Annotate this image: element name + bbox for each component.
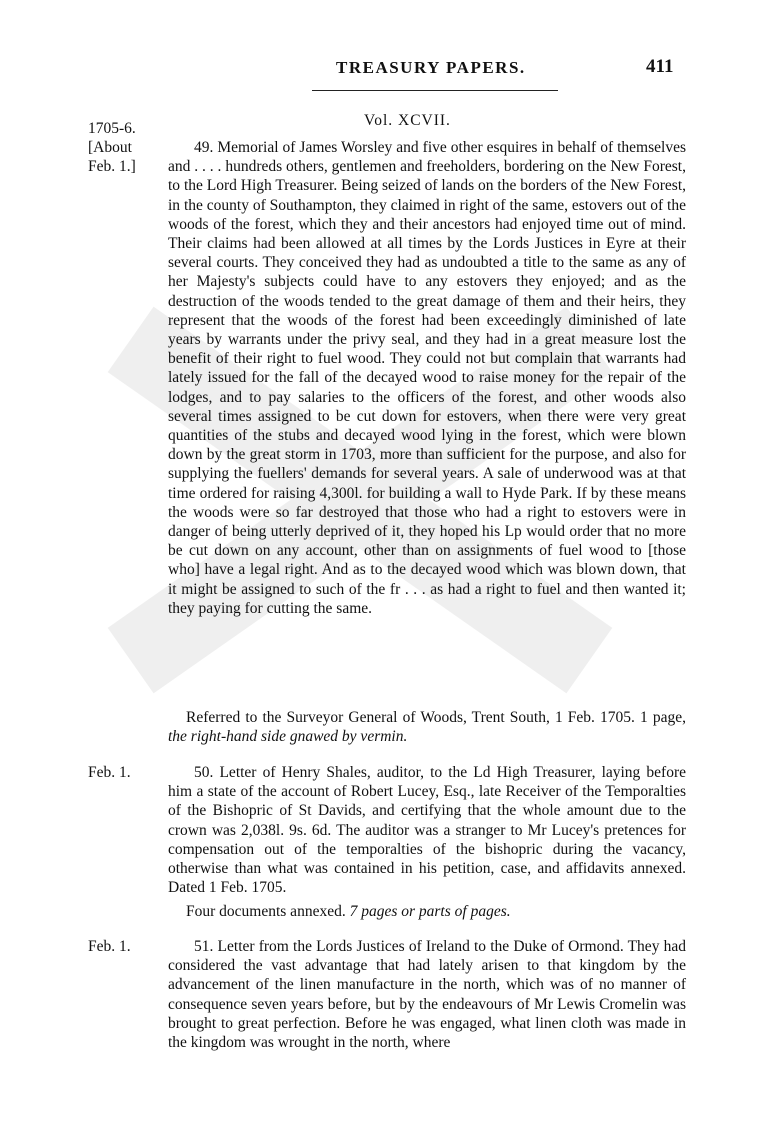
margin-date-49a: [About [88, 139, 132, 156]
entry-50-note-text: Four documents annexed. [186, 903, 350, 920]
entry-49-note-text: Referred to the Surveyor General of Woods, Trent South, 1 Feb. 1705. 1 page, [186, 709, 686, 726]
entry-49-note-italic: the right-hand side gnawed by vermin. [168, 728, 408, 746]
margin-date-50: Feb. 1. [88, 764, 131, 781]
volume-heading: Vol. XCVII. [364, 112, 451, 129]
entry-51 [168, 937, 686, 1052]
running-head [0, 58, 768, 88]
margin-year: 1705-6. [88, 120, 136, 137]
entry-50 [168, 763, 686, 897]
entry-50-note [168, 902, 686, 921]
header-rule [312, 90, 558, 91]
entry-50-note-italic: 7 pages or parts of pages. [349, 903, 511, 920]
page-number: 411 [646, 56, 674, 77]
entry-50-body: 50. Letter of Henry Shales, auditor, to the Ld High Treasurer, laying before him a state of the account of Robert Lucey, Esq., late Receiver of the Temporalties of the Bishopric of St Davids, and certifying that the whole amount due to the crown was 2,038l. 9s. 6d. The auditor was a stranger to Mr Lucey's pretences for compensation out of the temporalties of the bishopric during the vacancy, otherwise than what was contained in his petition, case, and affidavits annexed. Dated 1 Feb. 1705. [168, 764, 686, 897]
entry-49-note [168, 708, 686, 746]
margin-date-51: Feb. 1. [88, 938, 131, 955]
margin-date-49b: Feb. 1.] [88, 158, 136, 175]
entry-49 [168, 138, 686, 618]
entry-51-body: 51. Letter from the Lords Justices of Ireland to the Duke of Ormond. They had considered the vast advantage that had lately arisen to that kingdom by the advancement of the linen manufacture in the north, which was of no manner of consequence seven years before, but by the endeavours of Mr Lewis Cromelin was brought to great perfection. Before he was engaged, what linen cloth was made in the kingdom was wrought in the north, where [168, 938, 686, 1052]
running-title: TREASURY PAPERS. [336, 58, 526, 77]
entry-49-body: 49. Memorial of James Worsley and five other esquires in behalf of themselves and . . . . hundreds others, gentlemen and freeholders, bordering on the New Forest, to the Lord High Treasurer. Being seized of lands on the borders of the New Forest, in the county of Southampton, they claimed in right of the same, estovers out of the woods of the forest, which they and their ancestors had enjoyed time out of mind. Their claims had been allowed at all times by the Lords Justices in Eyre at their several courts. They conceived they had as undoubted a title to the same as any of her Majesty's subjects could have to any estovers they enjoyed; and as the destruction of the woods tended to the great damage of them and their heirs, they represent that the woods of the forest had been exceedingly diminished of late years by warrants under the privy seal, and they had in a great measure lost the benefit of their right to fuel wood. They could not but complain that warrants had lately issued for the fall of the decayed wood to raise money for the repair of the lodges, and to pay salaries to the officers of the forest, and other woods also several times assigned to be cut down for estovers, when there were very great quantities of the stubs and decayed wood lying in the forest, which were blown down by the great storm in 1703, more than sufficient for the purpose, and also for supplying the fuellers' demands for several years. A sale of underwood was at that time ordered for raising 4,300l. for building a wall to Hyde Park. If by these means the woods were so far destroyed that those who had a right to estovers were in danger of being utterly deprived of it, they hoped his Lp would order that no more be cut down on any account, other than on assignments of fuel wood to [those who] have a legal right. And as to the decayed wood which was blown down, that it might be assigned to such of the fr . . . as had a right to fuel and then wanted it; they paying for cutting the same. [168, 139, 686, 617]
